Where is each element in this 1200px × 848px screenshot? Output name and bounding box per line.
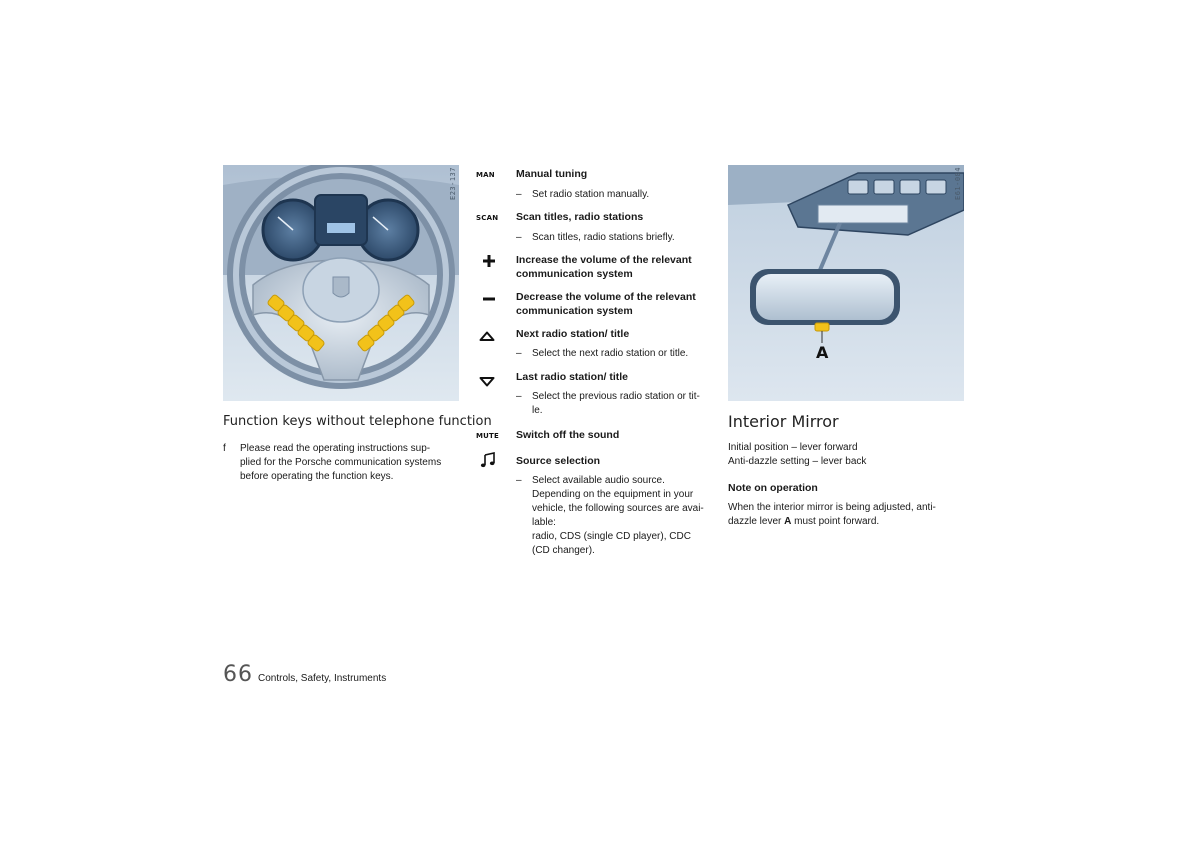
desc-line: lable: [532,517,556,528]
figure-label-a: A [816,343,829,362]
desc-line: Set radio station manually. [532,189,650,200]
item-desc: – Scan titles, radio stations briefly. [516,231,716,245]
text-line: Initial position – lever forward [728,442,858,453]
operation-note [728,501,964,529]
title-line: Increase the volume of the relevant [516,254,692,266]
text-line: When the interior mirror is being adjusted, anti- [728,502,936,513]
subheading: Note on operation [728,482,818,494]
item-title [516,253,716,281]
item-desc: – Select the next radio station or title. [516,347,716,361]
section-heading: Function keys without telephone function [223,414,492,429]
man-icon: MAN [476,171,495,179]
mute-icon: MUTE [476,432,500,440]
text-fragment: must point forward. [791,516,880,527]
desc-line: Depending on the equipment in your [532,489,694,500]
up-triangle-icon [479,328,495,338]
steering-wheel-figure [223,165,459,401]
desc-line: radio, CDS (single CD player), CDC [532,531,691,542]
steering-wheel-illustration [223,165,459,401]
minus-icon [482,292,496,306]
item-title: Scan titles, radio stations [516,211,644,223]
text-fragment: dazzle lever [728,516,785,527]
text-line [728,515,964,529]
note-text [240,442,460,484]
desc-line: Select the next radio station or title. [532,348,689,359]
plus-icon [482,254,496,268]
item-title: Next radio station/ title [516,328,630,340]
page-number: 66 [223,662,253,687]
desc-line: le. [532,405,543,416]
desc-line: Select available audio source. [532,475,665,486]
music-note-icon [480,452,496,468]
mirror-position-text [728,441,964,469]
desc-line: (CD changer). [532,545,595,556]
scan-icon: SCAN [476,214,499,222]
item-title: Source selection [516,455,601,467]
title-line: communication system [516,305,633,317]
item-title: Switch off the sound [516,429,620,441]
footer-section: Controls, Safety, Instruments [258,673,387,684]
title-line: Decrease the volume of the relevant [516,291,696,303]
note-line: plied for the Porsche communication systems [240,457,442,468]
down-triangle-icon [479,374,495,384]
item-title: Last radio station/ title [516,371,629,383]
note-marker: f [223,443,226,454]
lever-reference: A [784,516,792,527]
desc-line: Select the previous radio station or tit- [532,391,700,402]
item-desc: – Set radio station manually. [516,188,716,202]
desc-line: vehicle, the following sources are avai- [532,503,704,514]
note-line: Please read the operating instructions sup- [240,443,431,454]
item-desc: – Select the previous radio station or tit- le. [516,390,716,418]
note-line: before operating the function keys. [240,471,394,482]
figure-code: E61-084 [954,167,962,201]
item-desc: – Select available audio source. Depending on the equipment in your vehicle, the following sources are avai- lable: radio, CDS (single CD player), CDC (CD changer). [516,474,716,558]
interior-mirror-figure [728,165,964,401]
figure-code: E23-137 [449,167,457,201]
section-heading: Interior Mirror [728,412,839,431]
item-title [516,290,716,318]
mirror-illustration [728,165,964,401]
text-line: Anti-dazzle setting – lever back [728,456,867,467]
item-title: Manual tuning [516,168,588,180]
title-line: communication system [516,268,633,280]
desc-line: Scan titles, radio stations briefly. [532,232,675,243]
